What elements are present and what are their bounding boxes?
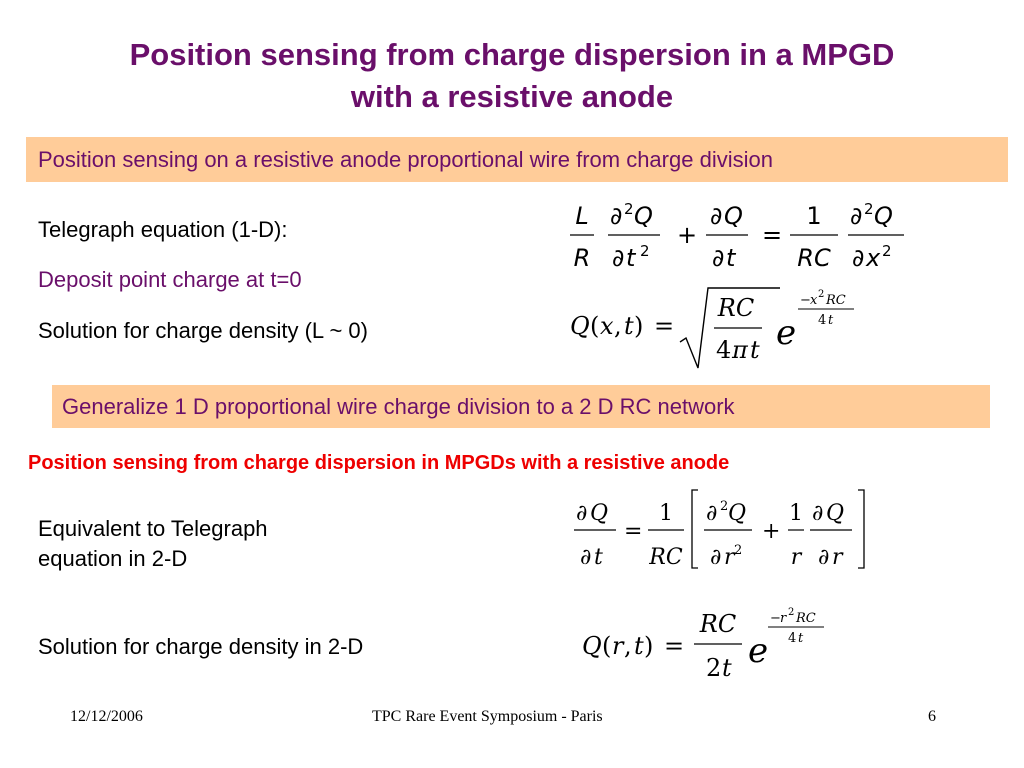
svg-text:4: 4 — [818, 313, 827, 328]
footer-date: 12/12/2006 — [70, 708, 143, 725]
footer-event: TPC Rare Event Symposium - Paris — [372, 708, 603, 725]
svg-text:−: − — [800, 293, 811, 308]
svg-text:R: R — [573, 244, 591, 272]
solution-2d-label: Solution for charge density in 2-D — [38, 634, 364, 659]
svg-text:2: 2 — [624, 200, 634, 218]
title-line-2: with a resistive anode — [350, 79, 674, 114]
svg-text:1: 1 — [659, 501, 673, 526]
svg-text:∂: ∂ — [850, 202, 863, 230]
section-heading-2d: Position sensing from charge dispersion in MPGDs with a resistive anode — [28, 452, 730, 474]
highlight-box-1: Position sensing on a resistive anode proportional wire from charge division — [26, 137, 1008, 182]
svg-text:(: ( — [590, 312, 600, 340]
svg-text:∂: ∂ — [612, 244, 625, 272]
telegraph-equation-1d — [560, 190, 920, 280]
svg-text:∂: ∂ — [576, 501, 588, 526]
svg-text:Q: Q — [724, 202, 743, 230]
svg-text:t: t — [828, 313, 834, 328]
svg-text:−: − — [770, 611, 781, 626]
svg-text:=: = — [654, 312, 675, 340]
svg-text:Q: Q — [590, 501, 609, 526]
svg-text:+: + — [677, 221, 698, 249]
svg-text:RC: RC — [797, 244, 831, 272]
slide-title — [0, 34, 1024, 118]
svg-text:2: 2 — [882, 242, 892, 260]
svg-text:x: x — [810, 293, 818, 308]
svg-text:Q: Q — [728, 501, 747, 526]
footer-page-number: 6 — [928, 708, 936, 725]
equivalent-line-2: equation in 2-D — [38, 546, 188, 571]
svg-text:2: 2 — [720, 499, 729, 514]
svg-text:RC: RC — [826, 293, 846, 308]
solution-equation-1d — [570, 282, 870, 374]
svg-text:x: x — [600, 312, 614, 340]
svg-text:2: 2 — [788, 607, 795, 618]
svg-text:r: r — [724, 545, 735, 570]
svg-text:=: = — [762, 221, 783, 249]
svg-text:(: ( — [602, 632, 612, 660]
svg-text:∂: ∂ — [710, 202, 723, 230]
svg-text:t: t — [798, 631, 804, 646]
solution-equation-2d — [582, 598, 842, 690]
svg-text:=: = — [664, 632, 685, 660]
telegraph-equation-2d — [570, 484, 870, 576]
svg-text:1: 1 — [789, 501, 803, 526]
svg-text:2: 2 — [818, 289, 825, 300]
svg-text:): ) — [634, 312, 644, 340]
svg-text:t: t — [750, 336, 760, 364]
telegraph-1d-label: Telegraph equation (1-D): — [38, 217, 288, 242]
highlight-box-2: Generalize 1 D proportional wire charge division to a 2 D RC network — [52, 385, 990, 428]
svg-text:2: 2 — [864, 200, 874, 218]
equivalent-line-1: Equivalent to Telegraph — [38, 516, 268, 541]
svg-text:x: x — [866, 244, 881, 272]
svg-text:L: L — [575, 202, 589, 230]
svg-text:∂: ∂ — [852, 244, 865, 272]
svg-text:1: 1 — [806, 202, 822, 230]
svg-text:=: = — [624, 519, 643, 544]
svg-text:r: r — [832, 545, 843, 570]
svg-text:r: r — [612, 632, 624, 660]
svg-text:RC: RC — [796, 611, 816, 626]
svg-text:t: t — [722, 654, 732, 682]
svg-text:4: 4 — [788, 631, 797, 646]
svg-text:,: , — [614, 312, 622, 340]
svg-text:+: + — [762, 519, 781, 544]
svg-text:π: π — [732, 336, 748, 364]
svg-text:e: e — [748, 631, 769, 671]
svg-text:t: t — [626, 244, 636, 272]
svg-text:∂: ∂ — [610, 202, 623, 230]
deposit-label: Deposit point charge at t=0 — [38, 267, 302, 292]
svg-text:∂: ∂ — [706, 501, 718, 526]
svg-text:Q: Q — [582, 632, 602, 660]
svg-text:t: t — [594, 545, 603, 570]
title-line-1: Position sensing from charge dispersion in a MPGD — [129, 37, 895, 72]
svg-text:t: t — [634, 632, 644, 660]
svg-text:e: e — [776, 313, 797, 353]
svg-text:∂: ∂ — [710, 545, 722, 570]
svg-text:t: t — [624, 312, 634, 340]
svg-text:2: 2 — [640, 242, 650, 260]
svg-text:∂: ∂ — [580, 545, 592, 570]
svg-text:Q: Q — [874, 202, 893, 230]
svg-text:t: t — [726, 244, 736, 272]
svg-text:RC: RC — [699, 610, 737, 638]
svg-text:Q: Q — [826, 501, 845, 526]
solution-1d-label: Solution for charge density (L ~ 0) — [38, 318, 368, 343]
svg-text:2: 2 — [734, 543, 743, 558]
svg-text:RC: RC — [649, 545, 683, 570]
equivalent-label — [38, 514, 268, 574]
svg-text:r: r — [790, 545, 802, 570]
svg-text:r: r — [780, 611, 787, 626]
svg-text:∂: ∂ — [818, 545, 830, 570]
svg-text:Q: Q — [570, 312, 590, 340]
svg-text:∂: ∂ — [712, 244, 725, 272]
svg-text:RC: RC — [717, 294, 755, 322]
svg-text:2: 2 — [706, 654, 722, 682]
svg-text:4: 4 — [716, 336, 732, 364]
svg-text:): ) — [644, 632, 654, 660]
svg-text:∂: ∂ — [812, 501, 824, 526]
svg-text:Q: Q — [634, 202, 653, 230]
svg-text:,: , — [624, 632, 632, 660]
